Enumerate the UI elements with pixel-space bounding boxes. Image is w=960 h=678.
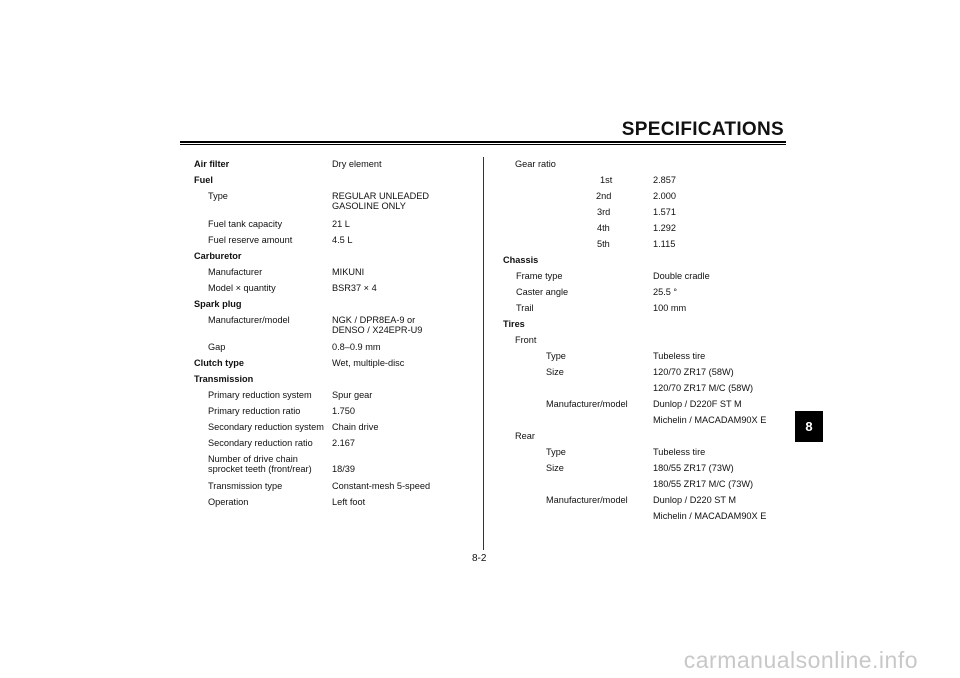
spec-value: Spur gear <box>332 390 373 400</box>
spec-label: Caster angle <box>516 287 569 297</box>
spec-value: 100 mm <box>653 303 687 313</box>
spec-value: 0.8–0.9 mm <box>332 342 381 352</box>
spec-value: 1.115 <box>653 239 676 249</box>
spec-label: Trail <box>516 303 534 313</box>
spec-value: 180/55 ZR17 (73W) <box>653 463 734 473</box>
spec-label: Fuel tank capacity <box>208 219 283 229</box>
watermark: carmanualsonline.info <box>683 647 918 673</box>
spec-value: 1.571 <box>653 207 676 217</box>
spec-value: 120/70 ZR17 (58W) <box>653 367 734 377</box>
spec-label: 1st <box>600 175 613 185</box>
spec-value: Double cradle <box>653 271 710 281</box>
column-divider <box>483 157 484 550</box>
spec-value: Tubeless tire <box>653 351 706 361</box>
spec-value: Wet, multiple-disc <box>332 358 405 368</box>
spec-label: Type <box>208 191 228 201</box>
spec-value: Dunlop / D220F ST M <box>653 399 742 409</box>
spec-value: Left foot <box>332 497 366 507</box>
spec-value: 2.000 <box>653 191 676 201</box>
spec-value: Tubeless tire <box>653 447 706 457</box>
chapter-tab: 8 <box>795 411 823 442</box>
spec-value: MIKUNI <box>332 267 365 277</box>
spec-label: 3rd <box>597 207 611 217</box>
spec-label: Manufacturer/model <box>546 399 628 409</box>
spec-label: Transmission type <box>208 481 283 491</box>
header-rule-thin <box>180 144 786 145</box>
spec-value: 25.5 ° <box>653 287 678 297</box>
spec-label: Fuel <box>194 175 213 185</box>
spec-label: Tires <box>503 319 525 329</box>
spec-label: Size <box>546 463 564 473</box>
spec-label: Fuel reserve amount <box>208 235 293 245</box>
spec-value: Michelin / MACADAM90X E <box>653 511 767 521</box>
spec-label: 2nd <box>596 191 612 201</box>
spec-value: 2.167 <box>332 438 355 448</box>
spec-label: Frame type <box>516 271 563 281</box>
spec-value: NGK / DPR8EA-9 or DENSO / X24EPR-U9 <box>332 315 423 335</box>
spec-value: 180/55 ZR17 M/C (73W) <box>653 479 754 489</box>
spec-value: 21 L <box>332 219 350 229</box>
spec-value: Constant-mesh 5-speed <box>332 481 431 491</box>
spec-label: Rear <box>515 431 535 441</box>
spec-label: Secondary reduction system <box>208 422 324 432</box>
spec-label: Operation <box>208 497 249 507</box>
spec-value: 1.750 <box>332 406 355 416</box>
spec-value: 4.5 L <box>332 235 353 245</box>
spec-label: Manufacturer/model <box>546 495 628 505</box>
spec-label: Chassis <box>503 255 539 265</box>
spec-label: Clutch type <box>194 358 245 368</box>
spec-label: Manufacturer <box>208 267 263 277</box>
spec-label: Number of drive chain sprocket teeth (front/rear) <box>208 454 312 474</box>
spec-value: Dry element <box>332 159 382 169</box>
spec-value: REGULAR UNLEADED GASOLINE ONLY <box>332 191 430 211</box>
spec-value: 120/70 ZR17 M/C (58W) <box>653 383 754 393</box>
spec-label: Manufacturer/model <box>208 315 290 325</box>
spec-label: Primary reduction ratio <box>208 406 301 416</box>
page-number: 8-2 <box>472 553 487 564</box>
spec-label: Transmission <box>194 374 254 384</box>
spec-label: Model × quantity <box>208 283 276 293</box>
spec-value: 2.857 <box>653 175 676 185</box>
spec-label: Front <box>515 335 537 345</box>
header-rule <box>180 141 786 143</box>
spec-value: 1.292 <box>653 223 676 233</box>
spec-label: Gap <box>208 342 226 352</box>
spec-label: Gear ratio <box>515 159 556 169</box>
spec-label: 5th <box>597 239 610 249</box>
page-title: SPECIFICATIONS <box>621 119 784 140</box>
spec-value: Chain drive <box>332 422 379 432</box>
spec-value: Michelin / MACADAM90X E <box>653 415 767 425</box>
spec-label: Type <box>546 447 566 457</box>
spec-label: Carburetor <box>194 251 242 261</box>
spec-value: 18/39 <box>332 464 355 474</box>
spec-label: 4th <box>597 223 610 233</box>
spec-label: Size <box>546 367 564 377</box>
spec-label: Secondary reduction ratio <box>208 438 313 448</box>
spec-label: Air filter <box>194 159 230 169</box>
spec-label: Primary reduction system <box>208 390 312 400</box>
spec-label: Spark plug <box>194 299 242 309</box>
spec-value: BSR37 × 4 <box>332 283 377 293</box>
spec-value: Dunlop / D220 ST M <box>653 495 737 505</box>
spec-label: Type <box>546 351 566 361</box>
